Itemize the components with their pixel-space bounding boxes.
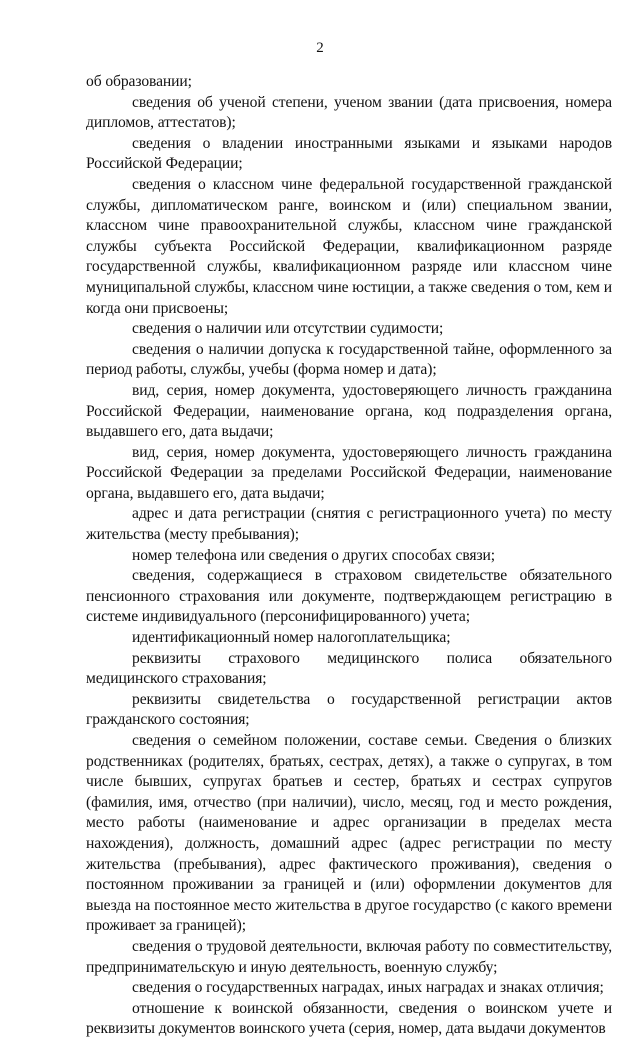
paragraph-academic-degree: сведения об ученой степени, ученом звании (дата присвоения, номера дипломов, аттестатов);: [86, 93, 612, 132]
document-body: [86, 72, 612, 1040]
paragraph-phone: номер телефона или сведения о других способах связи;: [132, 546, 495, 564]
paragraph-medical-policy: реквизиты страхового медицинского полиса обязательного медицинского страхования;: [86, 649, 612, 688]
paragraph-work-activity: сведения о трудовой деятельности, включая работу по совместительству, предпринимательскую и иную деятельность, военную службу;: [86, 937, 612, 976]
paragraph-pension-insurance: сведения, содержащиеся в страховом свидетельстве обязательного пенсионного страхования или документе, подтверждающем регистрацию в системе индивидуального (персонифицированного) учета;: [86, 567, 612, 626]
paragraph-civil-status-certificate: реквизиты свидетельства о государственной регистрации актов гражданского состояния;: [86, 690, 612, 729]
paragraph-state-awards: сведения о государственных наградах, иных наградах и знаках отличия;: [132, 979, 604, 997]
paragraph-class-rank: сведения о классном чине федеральной государственной гражданской службы, дипломатическом ранге, воинском и (или) специальном звании, классном чине правоохранительной службы, классном чине гражданской службы субъекта Российской Федерации, квалификационном разряде государственной службы, квалификационном разряде или классном чине муниципальной службы, классном чине юстиции, а также сведения о том, кем и когда они присвоены;: [86, 175, 612, 317]
page-number: 2: [316, 40, 324, 56]
paragraph-tax-number: идентификационный номер налогоплательщика;: [132, 629, 451, 647]
paragraph-foreign-passport: вид, серия, номер документа, удостоверяющего личность гражданина Российской Федерации за пределами Российской Федерации, наименование органа, выдавшего его, дата выдачи;: [86, 443, 612, 502]
paragraph-military-duty: отношение к воинской обязанности, сведения о воинском учете и реквизиты документов воинского учета (серия, номер, дата выдачи документов: [86, 999, 612, 1038]
paragraph-registration-address: адрес и дата регистрации (снятия с регистрационного учета) по месту жительства (месту пребывания);: [86, 505, 612, 544]
paragraph-languages: сведения о владении иностранными языками и языками народов Российской Федерации;: [86, 134, 612, 173]
paragraph-family-status: сведения о семейном положении, составе семьи. Сведения о близких родственниках (родителях, братьях, сестрах, детях), а также о супругах, в том числе бывших, супругах братьев и сестер, братьях и сестрах супругов (фамилия, имя, отчество (при наличии), число, месяц, год и место рождения, место работы (наименование и адрес организации в пределах места нахождения), должность, домашний адрес (адрес регистрации по месту жительства (пребывания), адрес фактического проживания), сведения о постоянном проживании за границей и (или) оформлении документов для выезда на постоянное место жительства в другое государство (с какого времени проживает за границей);: [86, 732, 612, 935]
paragraph-criminal-record: сведения о наличии или отсутствии судимости;: [132, 320, 444, 338]
paragraph-identity-document: вид, серия, номер документа, удостоверяющего личность гражданина Российской Федерации, наименование органа, код подразделения органа, выдавшего его, дата выдачи;: [86, 381, 612, 441]
paragraph-education-continuation: об образовании;: [86, 73, 192, 90]
paragraph-state-secret-clearance: сведения о наличии допуска к государственной тайне, оформленного за период работы, службы, учебы (форма номер и дата);: [86, 340, 612, 379]
